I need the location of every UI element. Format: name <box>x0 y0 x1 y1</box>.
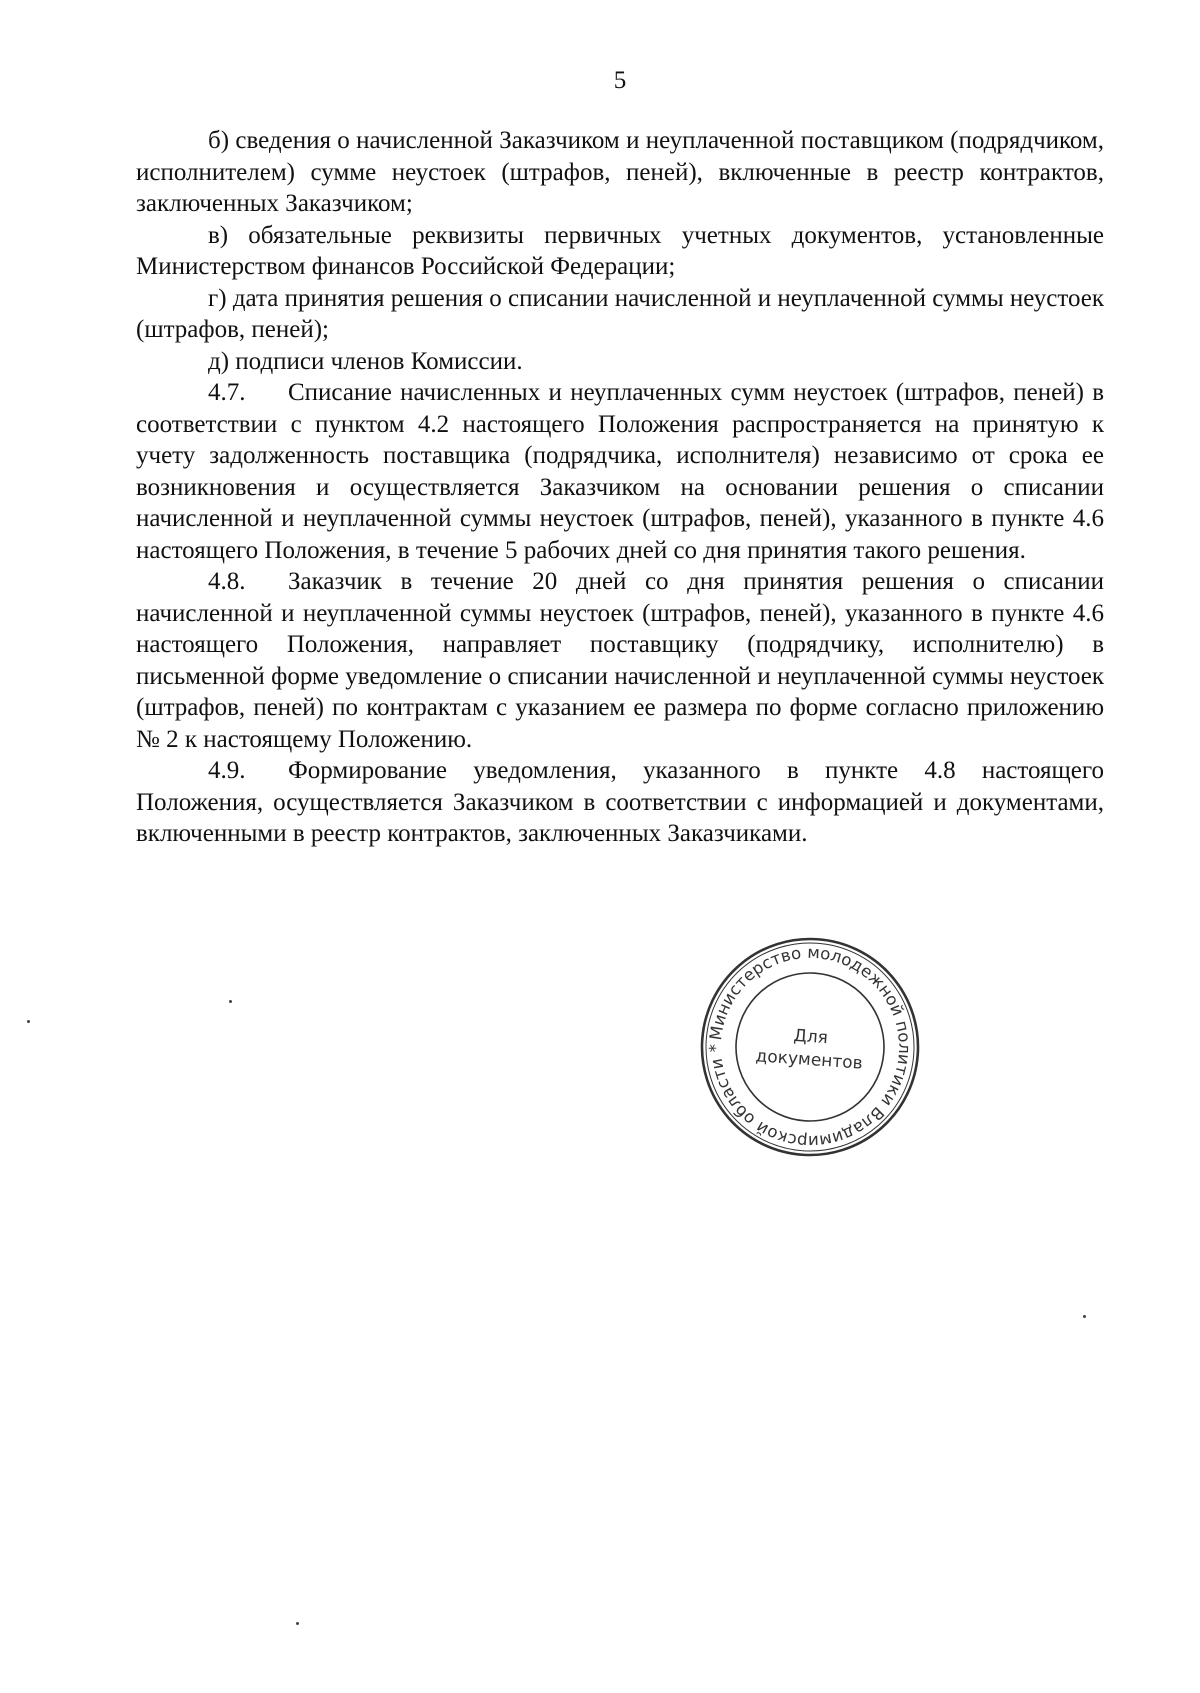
stamp-ring-text: Министерство молодежной политики Владимирской области * <box>705 942 915 1152</box>
paragraph-d: д) подписи членов Комиссии. <box>208 347 523 375</box>
clause-4-7 <box>136 377 1104 566</box>
paragraph-b: б) сведения о начисленной Заказчиком и неуплаченной поставщиком (подрядчиком, исполнителем) сумме неустоек (штрафов, пеней), включенные в реестр контрактов, заключенных Заказчиком; <box>136 127 1104 217</box>
stamp-graphic <box>690 927 929 1166</box>
scan-speck <box>229 1000 232 1003</box>
clause-text: Списание начисленных и неуплаченных сумм неустоек (штрафов, пеней) в соответствии с пунктом 4.2 настоящего Положения распространяется на принятую к учету задолженность поставщика (подрядчика, исполнителя) независимо от срока ее возникновения и осуществляется Заказчиком на основании решения о списании начисленной и неуплаченной суммы неустоек (штрафов, пеней), указанного в пункте 4.6 настоящего Положения, в течение 5 рабочих дней со дня принятия такого решения. <box>136 379 1104 564</box>
clause-number: 4.8. <box>208 568 246 595</box>
stamp-center-line-1: Для <box>792 1025 829 1049</box>
document-body <box>136 125 1104 850</box>
scan-speck <box>1083 1315 1086 1318</box>
official-stamp <box>690 927 929 1166</box>
clause-4-8 <box>136 566 1104 755</box>
stamp-center-line-2: документов <box>754 1046 864 1074</box>
paragraph-g: г) дата принятия решения о списании начисленной и неуплаченной суммы неустоек (штрафов, пеней); <box>136 284 1104 343</box>
page-number: 5 <box>613 67 627 94</box>
clause-text: Заказчик в течение 20 дней со дня принятия решения о списании начисленной и неуплаченной суммы неустоек (штрафов, пеней), указанного в пункте 4.6 настоящего Положения, направляет поставщику (подрядчику, исполнителю) в письменной форме уведомление о списании начисленной и неуплаченной суммы неустоек (штрафов, пеней) по контрактам с указанием ее размера по форме согласно приложению № 2 к настоящему Положению. <box>136 568 1104 753</box>
scan-speck <box>296 1622 299 1625</box>
clause-number: 4.7. <box>208 379 246 406</box>
scan-speck <box>27 1020 30 1023</box>
clause-4-9 <box>136 755 1104 850</box>
clause-number: 4.9. <box>208 757 246 784</box>
clause-text: Формирование уведомления, указанного в пункте 4.8 настоящего Положения, осуществляется Заказчиком в соответствии с информацией и документами, включенными в реестр контрактов, заключенных Заказчиками. <box>136 757 1104 847</box>
paragraph-v: в) обязательные реквизиты первичных учетных документов, установленные Министерством финансов Российской Федерации; <box>136 221 1104 280</box>
